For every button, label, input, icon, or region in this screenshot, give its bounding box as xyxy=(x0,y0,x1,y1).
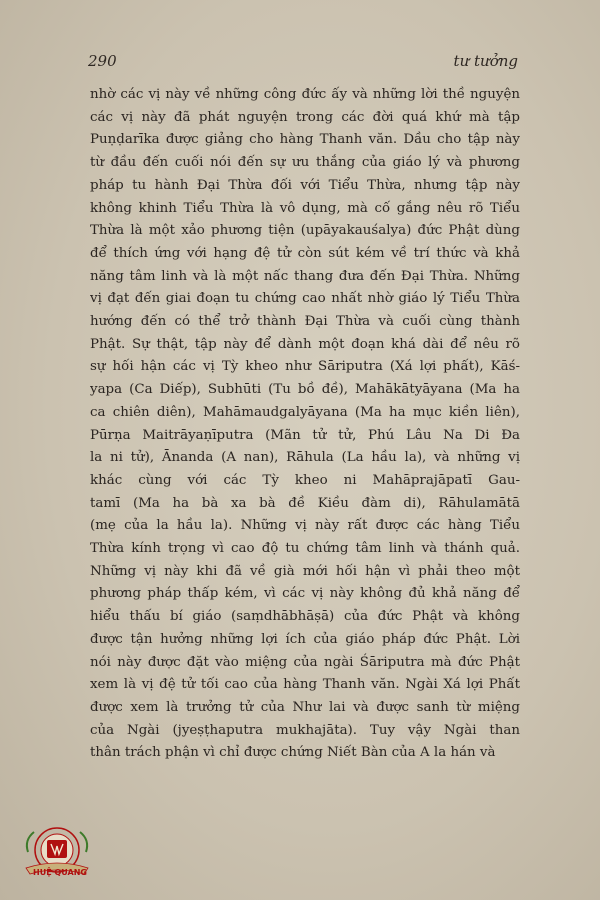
text-line: Thừa kính trọng vì cao độ tu chứng tâm linh và thánh quả. xyxy=(90,541,520,557)
text-line: (mẹ của la hầu la). Những vị này rất được các hàng Tiểu xyxy=(90,518,520,534)
text-line: la ni tử), Ānanda (A nan), Rāhula (La hầu la), và những vị xyxy=(90,450,520,466)
text-line: nói này được đặt vào miệng của ngài Śāriputra mà đức Phật xyxy=(90,654,520,670)
text-line: xem là vị đệ tử tối cao của hàng Thanh văn. Ngài Xá lợi Phất xyxy=(90,677,520,693)
logo-label: HUỆ QUANG xyxy=(33,868,87,877)
text-line: yapa (Ca Diếp), Subhūti (Tu bồ đề), Mahākātyāyana (Ma ha xyxy=(90,382,520,398)
text-line: Những vị này khi đã về già mới hối hận vì phải theo một xyxy=(90,563,520,579)
text-line: Pūrṇa Maitrāyaṇīputra (Mãn tử tử, Phú Lâu Na Di Đa xyxy=(90,427,520,443)
text-line: tamī (Ma ha bà xa bà đề Kiều đàm di), Rāhulamātā xyxy=(90,495,520,511)
text-line: để thích ứng với hạng đệ tử còn sút kém về trí thức và khả xyxy=(90,245,520,261)
text-line: ca chiên diên), Mahāmaudgalyāyana (Ma ha mục kiền liên), xyxy=(90,404,520,420)
text-line: từ đầu đến cuối nói đến sự ưu thắng của giáo lý và phương xyxy=(90,155,520,171)
text-line: pháp tu hành Đại Thừa đối với Tiểu Thừa, nhưng tập này xyxy=(90,177,520,193)
text-line: được xem là trưởng tử của Như lai và được sanh từ miệng xyxy=(90,699,520,715)
text-line: không khinh Tiểu Thừa là vô dụng, mà cố gắng nêu rõ Tiểu xyxy=(90,200,520,216)
text-line: được tận hưởng những lợi ích của giáo pháp đức Phật. Lời xyxy=(90,631,520,647)
running-title: tư tưởng xyxy=(453,52,518,70)
text-line: hướng đến có thể trở thành Đại Thừa và cuối cùng thành xyxy=(90,314,520,330)
text-line: hiểu thấu bí giáo (saṃdhābhāṣā) của đức Phật và không xyxy=(90,609,520,625)
text-line: khác cùng với các Tỳ kheo ni Mahāprajāpatī Gau- xyxy=(90,472,520,488)
text-line: nhờ các vị này về những công đức ấy và những lời thề nguyện xyxy=(90,87,520,102)
page-header xyxy=(88,52,518,70)
text-line: sự hối hận các vị Tỳ kheo như Sāriputra (Xá lợi phất), Kāś- xyxy=(90,359,520,375)
text-line: Phật. Sự thật, tập này để dành một đoạn khá dài để nêu rõ xyxy=(90,336,520,352)
body-text xyxy=(90,84,520,765)
text-line: thân trách phận vì chỉ được chứng Niết Bàn của A la hán và xyxy=(90,745,496,761)
text-line: năng tâm linh và là một nấc thang đưa đến Đại Thừa. Những xyxy=(90,268,520,284)
text-line: của Ngài (jyeṣṭhaputra mukhajāta). Tuy vậy Ngài than xyxy=(90,722,520,738)
text-line: phương pháp thấp kém, vì các vị này không đủ khả năng để xyxy=(90,586,520,602)
page-number: 290 xyxy=(88,52,117,70)
text-line: các vị này đã phát nguyện trong các đời quá khứ mà tập xyxy=(90,109,520,125)
text-line: Puṇḍarīka được giảng cho hàng Thanh văn. Dầu cho tập này xyxy=(90,132,520,148)
text-line: vị đạt đến giai đoạn tu chứng cao nhất nhờ giáo lý Tiểu Thừa xyxy=(90,291,520,307)
text-line: Thừa là một xảo phương tiện (upāyakauśalya) đức Phật dùng xyxy=(90,223,520,239)
